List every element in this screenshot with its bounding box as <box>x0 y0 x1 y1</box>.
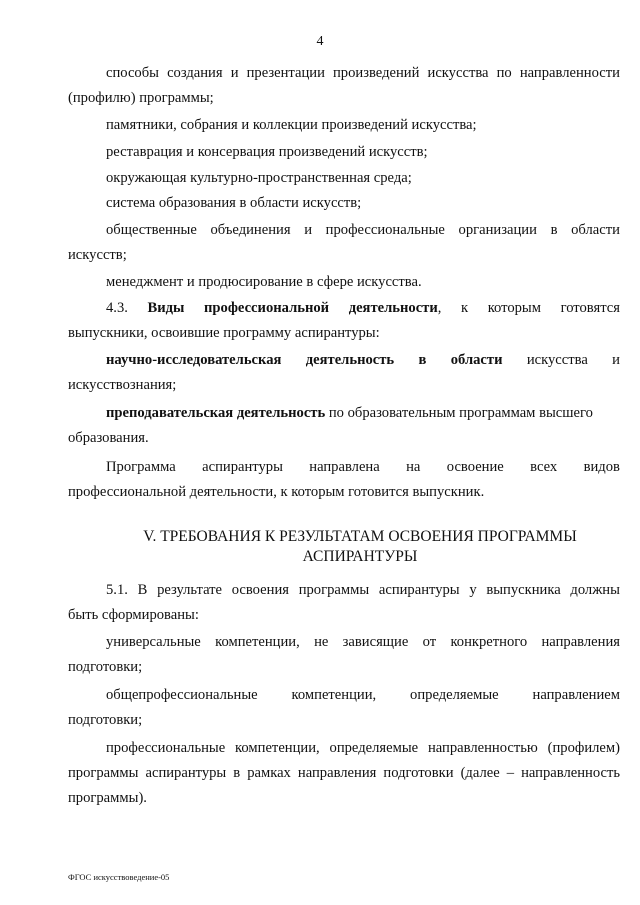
word: В <box>137 582 148 598</box>
word: зависящие <box>342 634 409 650</box>
section-heading <box>100 527 620 567</box>
paragraph-monuments <box>68 113 620 138</box>
text-fragment: по образовательным программам высшего <box>325 405 593 421</box>
text-line: быть сформированы: <box>68 607 199 623</box>
word: у <box>469 582 477 598</box>
paragraph-creation-methods <box>68 61 620 111</box>
word: аспирантуры <box>202 459 283 475</box>
word: к <box>461 300 469 316</box>
text-line: окружающая культурно-пространственная среда; <box>106 170 412 186</box>
text-line <box>68 736 620 761</box>
word: освоения <box>231 582 289 598</box>
word: – <box>506 765 515 781</box>
text-line <box>68 683 620 708</box>
word: и <box>612 352 620 368</box>
paragraph-universal-competences <box>68 630 620 680</box>
bold-phrase: преподавательская деятельность <box>106 405 326 421</box>
word: искусства <box>526 352 588 368</box>
word: подготовки <box>383 765 454 781</box>
word: произведений <box>333 65 420 81</box>
word: и <box>304 222 313 238</box>
text-line: программы). <box>68 790 147 806</box>
paragraph-management <box>68 270 620 295</box>
word: компетенции, <box>215 634 300 650</box>
word: которым <box>487 300 541 316</box>
word: профессиональные <box>325 222 445 238</box>
bold-word-with-comma <box>349 296 442 321</box>
comma: , <box>437 300 442 316</box>
paragraph-teaching-activity <box>68 401 620 451</box>
text-line <box>68 61 620 86</box>
word: общепрофессиональные <box>106 687 258 703</box>
heading-line: V. ТРЕБОВАНИЯ К РЕЗУЛЬТАТАМ ОСВОЕНИЯ ПРОГРАММЫ <box>143 528 577 545</box>
word: в <box>233 765 241 781</box>
word: Программа <box>106 459 176 475</box>
word: (далее <box>460 765 500 781</box>
text-line: менеджмент и продюсирование в сфере искусства. <box>106 274 422 290</box>
word: презентации <box>246 65 325 81</box>
word: определяемые <box>410 687 499 703</box>
word: общественные <box>106 222 197 238</box>
text-line <box>68 296 620 321</box>
text-line <box>68 761 620 786</box>
text-line: подготовки; <box>68 712 143 728</box>
word: всех <box>530 459 558 475</box>
paragraph-environment <box>68 166 620 191</box>
text-line <box>68 348 620 373</box>
text-line: образования. <box>68 430 149 446</box>
word: (профилем) <box>547 740 620 756</box>
document-footer: ФГОС искусствоведение-05 <box>68 872 170 882</box>
section-number: 4.3. <box>106 300 128 316</box>
word: определяемые <box>329 740 419 756</box>
paragraph-education-system <box>68 191 620 216</box>
text-line <box>68 455 620 480</box>
word: от <box>422 634 437 650</box>
word: направленность <box>521 765 620 781</box>
word: области <box>571 222 620 238</box>
word: компетенции, <box>235 740 320 756</box>
bold-word: научно-исследовательская <box>106 352 282 368</box>
word: результате <box>157 582 223 598</box>
word: видов <box>583 459 620 475</box>
word: готовятся <box>560 300 620 316</box>
paragraph-public-associations <box>68 218 620 268</box>
paragraph-4-3-activity-types <box>68 296 620 346</box>
bold-word: профессиональной <box>204 300 330 316</box>
word: направленности <box>519 65 620 81</box>
word: направления <box>297 765 377 781</box>
word: направлена <box>309 459 380 475</box>
word: выпускника <box>486 582 561 598</box>
word: направленностью <box>427 740 538 756</box>
text-line <box>68 630 620 655</box>
text-line <box>68 401 620 426</box>
page-number: 4 <box>316 34 324 49</box>
word: универсальные <box>106 634 201 650</box>
bold-word: области <box>450 352 503 368</box>
heading-line: АСПИРАНТУРЫ <box>302 548 418 565</box>
bold-word: Виды <box>147 300 185 316</box>
word: аспирантуры <box>378 582 460 598</box>
paragraph-5-1 <box>68 578 620 628</box>
word: и <box>230 65 239 81</box>
text-line: искусств; <box>68 247 127 263</box>
word: искусства <box>427 65 489 81</box>
word: по <box>496 65 512 81</box>
word: аспирантуры <box>145 765 227 781</box>
text-line: система образования в области искусств; <box>106 195 362 211</box>
word: конкретного <box>450 634 528 650</box>
word: 5.1. <box>106 582 128 598</box>
text-line: искусствознания; <box>68 377 177 393</box>
word: объединения <box>210 222 291 238</box>
word: программы <box>298 582 370 598</box>
word: создания <box>167 65 223 81</box>
paragraph-research-activity <box>68 348 620 398</box>
paragraph-restoration <box>68 140 620 165</box>
word: должны <box>570 582 620 598</box>
text-line: выпускники, освоившие программу аспирантуры: <box>68 325 380 341</box>
word: рамках <box>247 765 291 781</box>
paragraph-general-professional-competences <box>68 683 620 733</box>
bold-word: деятельности <box>348 300 438 316</box>
word: в <box>550 222 558 238</box>
bold-word: в <box>418 352 427 368</box>
word: способы <box>106 65 159 81</box>
word: компетенции, <box>291 687 377 703</box>
word: направления <box>541 634 620 650</box>
text-line: профессиональной деятельности, к которым готовится выпускник. <box>68 484 485 500</box>
text-line: подготовки; <box>68 659 143 675</box>
word: освоение <box>446 459 504 475</box>
word: профессиональные <box>106 740 226 756</box>
text-line: памятники, собрания и коллекции произведений искусства; <box>106 117 477 133</box>
word: не <box>314 634 329 650</box>
word: направлением <box>532 687 620 703</box>
text-line: реставрация и консервация произведений искусств; <box>106 144 428 160</box>
word: на <box>406 459 421 475</box>
paragraph-program-aims <box>68 455 620 505</box>
text-line <box>68 578 620 603</box>
bold-word: деятельность <box>305 352 395 368</box>
word: программы <box>68 765 139 781</box>
text-line: (профилю) программы; <box>68 90 214 106</box>
text-line <box>68 218 620 243</box>
word: организации <box>458 222 537 238</box>
paragraph-professional-competences <box>68 736 620 811</box>
